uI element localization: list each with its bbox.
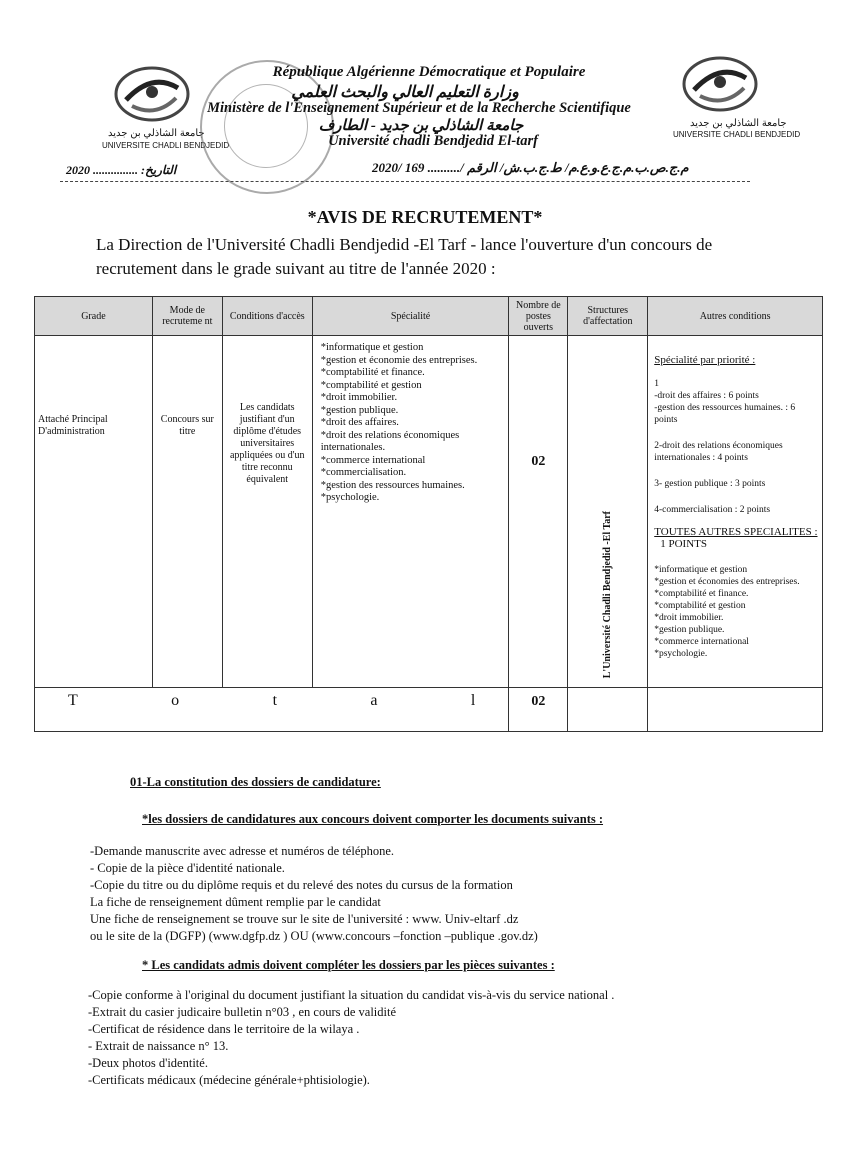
section2-list	[88, 987, 614, 1089]
header-structures: Structures d'affectation	[568, 297, 648, 336]
list-item: *gestion des ressources humaines.	[320, 479, 465, 491]
list-item: *psychologie.	[320, 492, 380, 503]
logo-left-caption-fr: UNIVERSITE CHADLI BENDJEDID	[102, 141, 230, 150]
header-ministry-ar: وزارة التعليم العالي والبحث العلمي	[291, 84, 519, 101]
list-item: La fiche de renseignement dûment remplie par le candidat	[90, 895, 381, 909]
reference-number: 2020/ 169 ........../ م.ج.ص.ب.م.ج.ع.و.ع.م/ ط.ج.ب.ش/ الرقم	[372, 160, 689, 175]
list-item: 4-commercialisation : 2 points	[654, 505, 771, 515]
list-item: *comptabilité et gestion	[320, 379, 422, 391]
list-item: *gestion et économies des entreprises.	[654, 577, 800, 587]
total-label	[35, 688, 509, 732]
list-item: *droit immobilier.	[654, 613, 724, 623]
list-item: *psychologie.	[654, 649, 708, 659]
header-specialite: Spécialité	[312, 297, 509, 336]
list-item: 2-droit des relations économiques internationales : 4 points	[654, 441, 783, 463]
total-row	[35, 688, 823, 732]
autres-points-2: 1 POINTS	[660, 538, 707, 550]
date-field: 2020 ............... :التاريخ	[66, 163, 177, 177]
header-mode: Mode de recruteme nt	[152, 297, 222, 336]
list-item: -Deux photos d'identité.	[88, 1056, 208, 1070]
list-item: *comptabilité et finance.	[654, 589, 749, 599]
list-item: *gestion publique.	[320, 404, 399, 416]
section1-heading: 01-La constitution des dossiers de candidature:	[130, 775, 381, 789]
section1-list	[90, 843, 538, 945]
logo-right-caption-ar: جامعة الشاذلي بن جديد	[690, 118, 787, 129]
list-item: *gestion publique.	[654, 625, 725, 635]
list-item: *informatique et gestion	[320, 342, 424, 353]
list-item: *commerce international	[320, 454, 426, 466]
section1-subheading: *les dossiers de candidatures aux concours doivent comporter les documents suivants :	[142, 812, 604, 826]
total-letter: o	[171, 692, 180, 709]
list-item: -Certificat de résidence dans le territoire de la wilaya .	[88, 1022, 360, 1036]
header-autres: Autres conditions	[648, 297, 823, 336]
header-grade: Grade	[35, 297, 153, 336]
header-university-ar: جامعة الشاذلي بن جديد - الطارف	[318, 118, 524, 134]
list-item: 3- gestion publique : 3 points	[654, 479, 766, 489]
total-letter: a	[370, 692, 378, 709]
list-item: *droit des affaires.	[320, 417, 399, 428]
header-republic: République Algérienne Démocratique et Populaire	[272, 64, 586, 80]
cell-mode: Concours sur titre	[152, 336, 222, 688]
list-item: *droit immobilier.	[320, 392, 398, 403]
total-letter: T	[68, 692, 78, 709]
list-item: 1	[654, 379, 659, 389]
cell-specialites	[312, 336, 509, 688]
list-item: -Demande manuscrite avec adresse et numéros de téléphone.	[90, 844, 395, 858]
list-item: *droit des relations économiques internationales.	[320, 429, 460, 453]
cell-conditions: Les candidats justifiant d'un diplôme d'études universitaires appliquées ou d'un titre reconnu équivalent	[222, 336, 312, 688]
list-item: -Certificats médicaux (médecine générale+phtisiologie).	[88, 1073, 370, 1087]
list-item: -droit des affaires : 6 points	[654, 391, 759, 401]
structure-label: L'Université Chadli Bendjedid -El Tarf	[602, 510, 614, 678]
header-nombre: Nombre de postes ouverts	[509, 297, 568, 336]
list-item: *comptabilité et finance.	[320, 367, 425, 378]
list-item: *commercialisation.	[320, 467, 407, 478]
list-item: -Copie conforme à l'original du document justifiant la situation du candidat vis-à-vis du service national .	[88, 988, 615, 1002]
total-value: 02	[509, 688, 568, 732]
list-item: *comptabilité et gestion	[654, 601, 746, 611]
cell-autres	[648, 336, 823, 688]
cell-nombre: 02	[509, 336, 568, 688]
cell-grade: Attaché Principal D'administration	[35, 336, 153, 688]
intro-paragraph: La Direction de l'Université Chadli Bendjedid -El Tarf - lance l'ouverture d'un concours de recrutement dans le grade suivant au titre de l'année 2020 :	[96, 235, 713, 278]
list-item: Une fiche de renseignement se trouve sur le site de l'université : www. Univ-eltarf .dz	[90, 912, 519, 926]
list-item: *commerce international	[654, 637, 749, 647]
list-item: ou le site de la (DGFP) (www.dgfp.dz ) OU (www.concours –fonction –publique .gov.dz)	[90, 929, 538, 943]
logo-right-caption-fr: UNIVERSITE CHADLI BENDJEDID	[673, 130, 801, 139]
header-conditions: Conditions d'accès	[222, 297, 312, 336]
logo-left-caption-ar: جامعة الشاذلي بن جديد	[108, 128, 205, 139]
list-item: - Extrait de naissance n° 13.	[88, 1039, 229, 1053]
table-row	[35, 336, 823, 688]
autres-title: Spécialité par priorité :	[654, 354, 756, 366]
header-university: Université chadli Bendjedid El-tarf	[328, 133, 538, 149]
list-item: -Extrait du casier judicaire bulletin n°03 , en cours de validité	[88, 1005, 397, 1019]
list-item: -Copie du titre ou du diplôme requis et du relevé des notes du cursus de la formation	[90, 878, 513, 892]
list-item: - Copie de la pièce d'identité nationale.	[90, 861, 285, 875]
list-item: *informatique et gestion	[654, 565, 748, 575]
section2-heading: * Les candidats admis doivent compléter les dossiers par les pièces suivantes :	[142, 958, 555, 972]
total-letter: t	[272, 692, 278, 709]
cell-structure	[568, 336, 648, 688]
recruitment-table	[34, 296, 823, 732]
list-item: -gestion des ressources humaines. : 6 points	[654, 403, 796, 425]
autres-title-2: TOUTES AUTRES SPECIALITES :	[654, 526, 818, 538]
header-ministry: Ministère de l'Enseignement Supérieur et de la Recherche Scientifique	[207, 100, 631, 116]
list-item: *gestion et économie des entreprises.	[320, 354, 478, 366]
total-letter: l	[470, 692, 476, 709]
page-title: *AVIS DE RECRUTEMENT*	[307, 207, 543, 227]
